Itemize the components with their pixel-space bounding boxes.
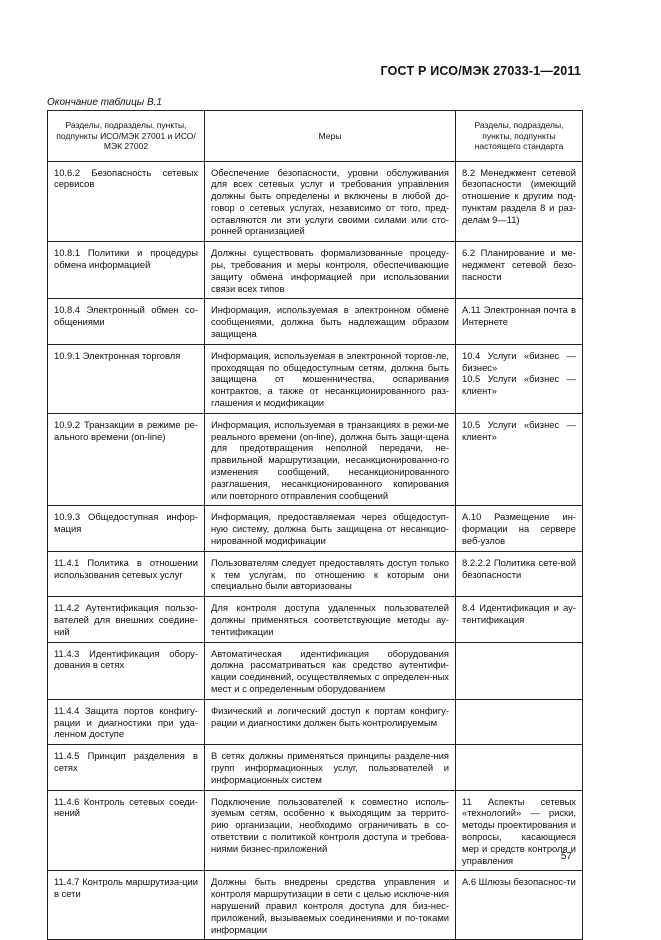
cell-measures: Автоматическая идентификация оборудования должна рассматриваться как средство аутентифи-кации соединений, осуществляемых с определен-ных мест и с определенным оборудованием bbox=[205, 642, 456, 699]
cell-section: 11.4.3 Идентификация обору-дования в сетях bbox=[48, 642, 205, 699]
cell-reference: 8.4 Идентификация и ау-тентификация bbox=[456, 597, 583, 642]
cell-measures: Должны быть внедрены средства управления и контроля маршрутизации в сети с целью исключе-ния нарушений правил контроля доступа для биз-нес-приложений, вызываемых соединениями и по-токами информации bbox=[205, 871, 456, 940]
cell-reference: 8.2.2.2 Политика сете-вой безопасности bbox=[456, 551, 583, 596]
cell-measures: Должны существовать формализованные процеду-ры, требования и меры контроля, обеспечивающие защиту обмена информацией при использовании связи всех типов bbox=[205, 242, 456, 299]
table-row bbox=[48, 871, 583, 940]
cell-measures: Обеспечение безопасности, уровни обслуживания для всех сетевых услуг и требования управления должны быть определены и включены в любой до-говор о сетевых услугах, независимо от того, пред-оставляются ли эти услуги своими силами или сто-ронней организацией bbox=[205, 161, 456, 242]
controls-mapping-table bbox=[47, 110, 583, 940]
cell-reference: 6.2 Планирование и ме-неджмент сетевой безо-пасности bbox=[456, 242, 583, 299]
cell-measures: Пользователям следует предоставлять доступ только к тем услугам, по отношению к которым они специально были авторизованы bbox=[205, 551, 456, 596]
cell-reference bbox=[456, 745, 583, 790]
cell-measures: Информация, используемая в электронном обмене сообщениями, должна быть надлежащим образом защищена bbox=[205, 299, 456, 344]
cell-section: 11.4.4 Защита портов конфигу-рации и диагностики при уда-ленном доступе bbox=[48, 699, 205, 744]
cell-section: 10.6.2 Безопасность сетевых сервисов bbox=[48, 161, 205, 242]
page-number: 57 bbox=[560, 851, 572, 862]
cell-section: 11.4.5 Принцип разделения в сетях bbox=[48, 745, 205, 790]
cell-measures: В сетях должны применяться принципы разделе-ния групп информационных услуг, пользователей и информационных систем bbox=[205, 745, 456, 790]
cell-reference: А.6 Шлюзы безопаснос-ти bbox=[456, 871, 583, 940]
cell-section: 10.9.1 Электронная торговля bbox=[48, 344, 205, 413]
column-header-measures: Меры bbox=[205, 111, 456, 162]
cell-reference: 10.5 Услуги «бизнес — клиент» bbox=[456, 413, 583, 506]
cell-reference: 10.4 Услуги «бизнес — бизнес» 10.5 Услуги «бизнес — клиент» bbox=[456, 344, 583, 413]
column-header-standard-sections: Разделы, подразделы, пункты, подпункты настоящего стандарта bbox=[456, 111, 583, 162]
cell-measures: Подключение пользователей к совместно исполь-зуемым сетям, особенно к выходящим за террито-рию организации, необходимо ограничивать в со-ответствии с политикой контроля доступа и требова-ниями бизнес-приложений bbox=[205, 790, 456, 871]
cell-section: 10.8.1 Политики и процедуры обмена информацией bbox=[48, 242, 205, 299]
cell-section: 11.4.1 Политика в отношении использования сетевых услуг bbox=[48, 551, 205, 596]
document-header: ГОСТ Р ИСО/МЭК 27033-1—2011 bbox=[380, 64, 581, 78]
cell-section: 11.4.2 Аутентификация пользо-вателей для внешних соедине-ний bbox=[48, 597, 205, 642]
table-caption: Окончание таблицы В.1 bbox=[47, 97, 162, 108]
cell-reference: А.10 Размещение ин-формации на сервере веб-узлов bbox=[456, 506, 583, 551]
cell-measures: Для контроля доступа удаленных пользователей должны применяться соответствующие методы ау-тентификации bbox=[205, 597, 456, 642]
table-row bbox=[48, 242, 583, 299]
table-row bbox=[48, 790, 583, 871]
cell-reference bbox=[456, 642, 583, 699]
table-row bbox=[48, 344, 583, 413]
table-row bbox=[48, 745, 583, 790]
cell-section: 11.4.6 Контроль сетевых соеди-нений bbox=[48, 790, 205, 871]
cell-measures: Информация, предоставляемая через общедоступ-ную систему, должна быть защищена от несанкцио-нированной модификации bbox=[205, 506, 456, 551]
cell-reference: А.11 Электронная почта в Интернете bbox=[456, 299, 583, 344]
cell-section: 11.4.7 Контроль маршрутиза-ции в сети bbox=[48, 871, 205, 940]
table-row bbox=[48, 299, 583, 344]
cell-reference: 11 Аспекты сетевых «технологий» — риски, методы проектирования и вопросы, касающиеся мер и средств контроля и управления bbox=[456, 790, 583, 871]
cell-reference: 8.2 Менеджмент сетевой безопасности (имеющий отношение к другим под-пунктам раздела 8 и раз-делам 9—11) bbox=[456, 161, 583, 242]
cell-measures: Информация, используемая в электронной торгов-ле, проходящая по общедоступным сетям, должна быть защищена от мошенничества, оспаривания контрактов, а также от несанкционированного раз-глашения и модификации bbox=[205, 344, 456, 413]
table-row bbox=[48, 551, 583, 596]
table-row bbox=[48, 597, 583, 642]
column-header-source-sections: Разделы, подразделы, пункты, подпункты ИСО/МЭК 27001 и ИСО/МЭК 27002 bbox=[48, 111, 205, 162]
cell-reference bbox=[456, 699, 583, 744]
table-row bbox=[48, 699, 583, 744]
table-row bbox=[48, 413, 583, 506]
cell-section: 10.9.2 Транзакции в режиме ре-ального времени (on-line) bbox=[48, 413, 205, 506]
table-row bbox=[48, 161, 583, 242]
table-row bbox=[48, 642, 583, 699]
table-header-row bbox=[48, 111, 583, 162]
cell-measures: Физический и логический доступ к портам конфигу-рации и диагностики должен быть контролируемым bbox=[205, 699, 456, 744]
cell-measures: Информация, используемая в транзакциях в режи-ме реального времени (on-line), должна быть защи-щена для предотвращения неполной передачи, не-правильной маршрутизации, несанкционированно-го изменения сообщений, несанкционированного разглашения, несанкционированного копирования или повторного отправления сообщений bbox=[205, 413, 456, 506]
cell-section: 10.8.4 Электронный обмен со-общениями bbox=[48, 299, 205, 344]
table-row bbox=[48, 506, 583, 551]
cell-section: 10.9.3 Общедоступная инфор-мация bbox=[48, 506, 205, 551]
